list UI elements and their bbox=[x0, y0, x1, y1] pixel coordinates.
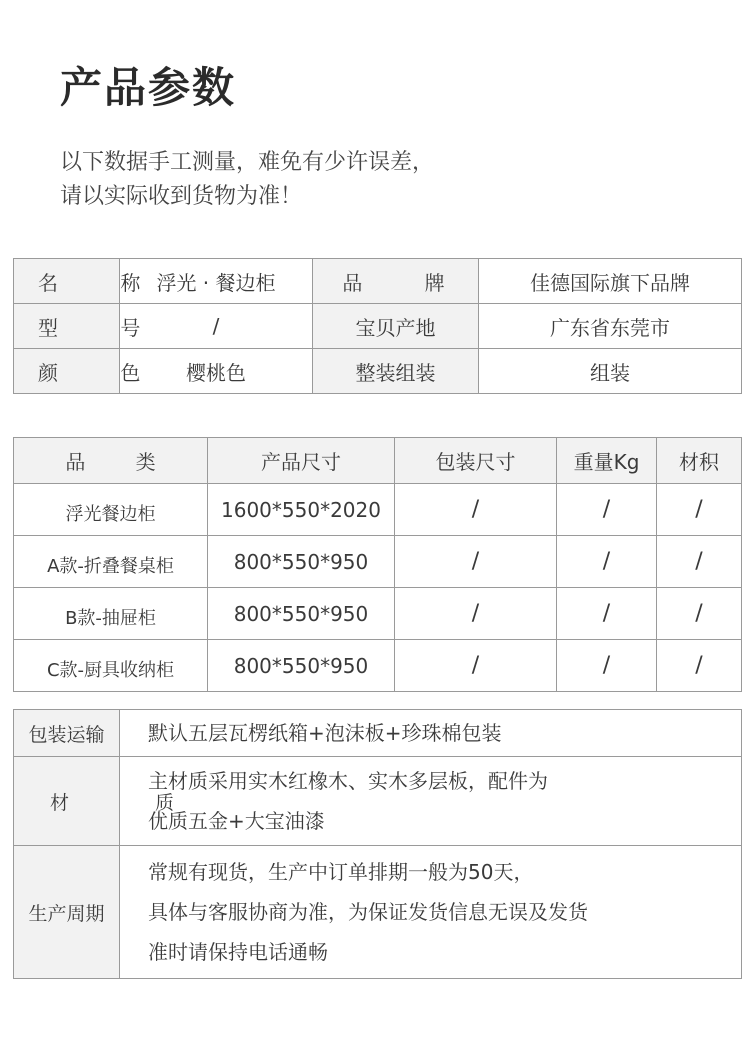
weight-cell: / bbox=[557, 588, 657, 640]
details-table bbox=[13, 709, 742, 979]
table-row bbox=[14, 484, 742, 536]
header-cell: 品 类 bbox=[14, 438, 208, 484]
product-size-cell: 800*550*950 bbox=[208, 536, 395, 588]
detail-label-cell: 包装运输 bbox=[14, 710, 120, 757]
label-cell: 整装组装 bbox=[313, 349, 479, 394]
weight-cell: / bbox=[557, 640, 657, 692]
detail-line: 具体与客服协商为准，为保证发货信息无误及发货 bbox=[148, 900, 588, 924]
label-cell: 宝贝产地 bbox=[313, 304, 479, 349]
value-cell: 组装 bbox=[479, 349, 742, 394]
basic-info-table bbox=[13, 258, 742, 394]
table-row bbox=[14, 757, 742, 846]
package-size-cell: / bbox=[395, 484, 557, 536]
package-size-cell: / bbox=[395, 588, 557, 640]
label-cell: 品 牌 bbox=[313, 259, 479, 304]
header-cell: 包装尺寸 bbox=[395, 438, 557, 484]
detail-label-cell: 生产周期 bbox=[14, 846, 120, 979]
detail-line: 常规有现货，生产中订单排期一般为50天， bbox=[148, 860, 534, 884]
table-row bbox=[14, 349, 742, 394]
table-row bbox=[14, 640, 742, 692]
detail-line: 准时请保持电话通畅 bbox=[148, 940, 328, 964]
weight-cell: / bbox=[557, 536, 657, 588]
volume-cell: / bbox=[657, 640, 742, 692]
detail-text-cell bbox=[120, 757, 742, 846]
value-cell: 浮光 · 餐边柜 bbox=[120, 259, 313, 304]
table-row bbox=[14, 588, 742, 640]
notice-line: 请以实际收到货物为准！ bbox=[60, 184, 303, 209]
table-row bbox=[14, 846, 742, 979]
label-cell: 颜 色 bbox=[14, 349, 120, 394]
package-size-cell: / bbox=[395, 640, 557, 692]
product-size-cell: 800*550*950 bbox=[208, 640, 395, 692]
value-cell: 佳德国际旗下品牌 bbox=[479, 259, 742, 304]
value-cell: / bbox=[120, 304, 313, 349]
size-table bbox=[13, 437, 742, 692]
table-row bbox=[14, 259, 742, 304]
product-size-cell: 800*550*950 bbox=[208, 588, 395, 640]
label-cell: 型 号 bbox=[14, 304, 120, 349]
category-cell: B款-抽屉柜 bbox=[14, 588, 208, 640]
category-cell: 浮光餐边柜 bbox=[14, 484, 208, 536]
table-header-row bbox=[14, 438, 742, 484]
table-row bbox=[14, 710, 742, 757]
volume-cell: / bbox=[657, 536, 742, 588]
detail-line: 默认五层瓦楞纸箱+泡沫板+珍珠棉包装 bbox=[148, 721, 502, 745]
category-cell: A款-折叠餐桌柜 bbox=[14, 536, 208, 588]
header-cell: 重量Kg bbox=[557, 438, 657, 484]
page-title: 产品参数 bbox=[60, 63, 237, 112]
detail-line: 优质五金+大宝油漆 bbox=[148, 809, 325, 833]
detail-text-cell bbox=[120, 846, 742, 979]
table-row bbox=[14, 304, 742, 349]
value-cell: 樱桃色 bbox=[120, 349, 313, 394]
detail-text-cell bbox=[120, 710, 742, 757]
notice-line: 以下数据手工测量，难免有少许误差， bbox=[60, 150, 435, 175]
category-cell: C款-厨具收纳柜 bbox=[14, 640, 208, 692]
weight-cell: / bbox=[557, 484, 657, 536]
product-size-cell: 1600*550*2020 bbox=[208, 484, 395, 536]
header-cell: 材积 bbox=[657, 438, 742, 484]
measurement-notice bbox=[60, 146, 434, 214]
volume-cell: / bbox=[657, 588, 742, 640]
detail-label-cell: 材 质 bbox=[14, 757, 120, 846]
value-cell: 广东省东莞市 bbox=[479, 304, 742, 349]
label-cell: 名 称 bbox=[14, 259, 120, 304]
table-row bbox=[14, 536, 742, 588]
package-size-cell: / bbox=[395, 536, 557, 588]
detail-line: 主材质采用实木红橡木、实木多层板，配件为 bbox=[148, 769, 548, 793]
volume-cell: / bbox=[657, 484, 742, 536]
header-cell: 产品尺寸 bbox=[208, 438, 395, 484]
